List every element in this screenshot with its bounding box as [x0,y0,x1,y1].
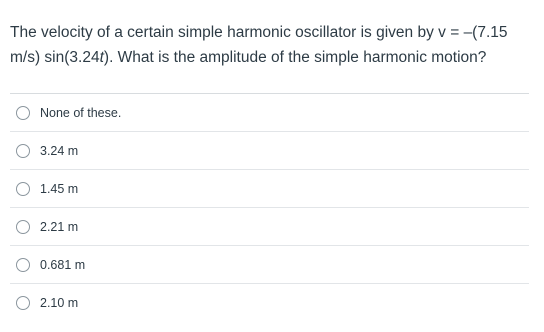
question-text-part-1: The velocity of a certain simple harmonic oscillator is given by v = –(7.15 m/s) sin(3.24 [10,24,508,66]
answer-label: 2.10 m [40,295,79,310]
answer-option[interactable] [10,169,529,207]
radio-button[interactable] [16,220,30,234]
radio-button[interactable] [16,106,30,120]
radio-button[interactable] [16,182,30,196]
answer-option[interactable] [10,245,529,283]
answer-option[interactable] [10,93,529,131]
radio-button[interactable] [16,144,30,158]
answer-option[interactable] [10,283,529,321]
radio-button[interactable] [16,296,30,310]
answer-list [10,93,529,321]
answer-label: None of these. [40,105,122,120]
radio-button[interactable] [16,258,30,272]
answer-option[interactable] [10,131,529,169]
answer-label: 2.21 m [40,219,79,234]
answer-label: 3.24 m [40,143,79,158]
answer-label: 1.45 m [40,181,79,196]
question-text-variable: t [99,49,104,66]
answer-label: 0.681 m [40,257,86,272]
question-text-part-2: ). What is the amplitude of the simple harmonic motion? [103,49,487,66]
question-text [10,20,530,70]
answer-option[interactable] [10,207,529,245]
